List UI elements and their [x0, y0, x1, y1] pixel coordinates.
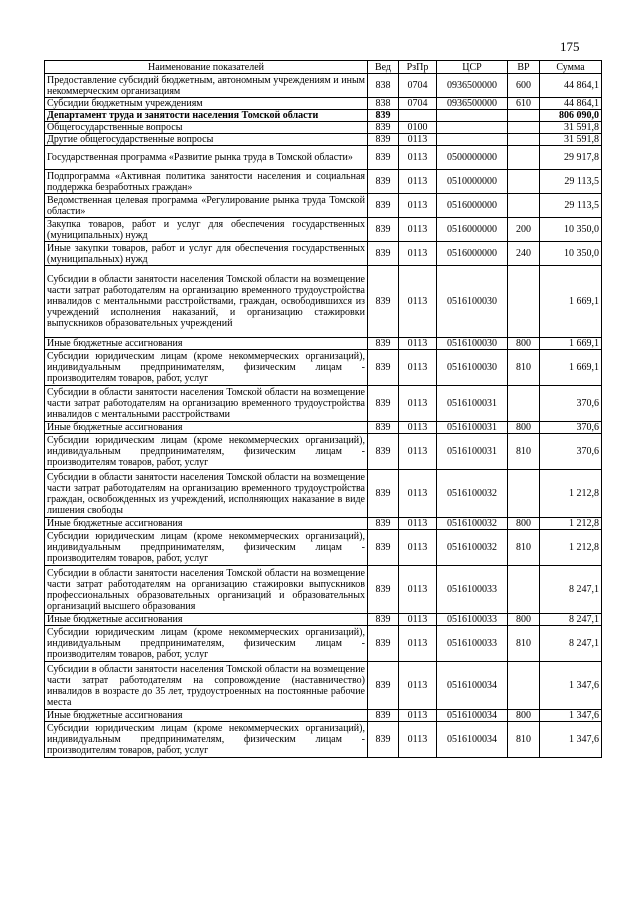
cell-name: Подпрограмма «Активная политика занятости населения и социальная поддержка безработных граждан» [45, 170, 368, 194]
cell-ved: 839 [368, 350, 399, 386]
table-row [45, 146, 602, 170]
cell-ved: 839 [368, 194, 399, 218]
cell-sum: 370,6 [540, 434, 602, 470]
cell-rzpr: 0100 [399, 122, 437, 134]
table-header-row [45, 61, 602, 74]
cell-vr [508, 266, 540, 338]
cell-sum: 1 212,8 [540, 530, 602, 566]
cell-name: Субсидии в области занятости населения Томской области на возмещение части затрат работодателям на сопровождение (наставничество) инвалидов в возрасте до 35 лет, трудоустроенных на постоянные рабочие места [45, 662, 368, 710]
cell-vr: 600 [508, 74, 540, 98]
cell-rzpr: 0113 [399, 518, 437, 530]
cell-sum: 1 347,6 [540, 662, 602, 710]
cell-rzpr: 0113 [399, 350, 437, 386]
cell-vr [508, 134, 540, 146]
table-row [45, 122, 602, 134]
header-sum: Сумма [540, 61, 602, 74]
cell-rzpr: 0113 [399, 662, 437, 710]
cell-rzpr: 0113 [399, 434, 437, 470]
cell-ved: 839 [368, 122, 399, 134]
cell-sum: 31 591,8 [540, 122, 602, 134]
cell-sum: 8 247,1 [540, 614, 602, 626]
cell-rzpr: 0113 [399, 470, 437, 518]
cell-rzpr: 0113 [399, 566, 437, 614]
table-body [45, 74, 602, 758]
cell-rzpr: 0113 [399, 242, 437, 266]
cell-vr: 610 [508, 98, 540, 110]
cell-sum: 370,6 [540, 386, 602, 422]
table-row [45, 470, 602, 518]
cell-csr: 0516000000 [437, 194, 508, 218]
cell-rzpr: 0113 [399, 722, 437, 758]
cell-rzpr: 0113 [399, 170, 437, 194]
cell-sum: 44 864,1 [540, 98, 602, 110]
cell-sum: 8 247,1 [540, 566, 602, 614]
cell-sum: 1 347,6 [540, 710, 602, 722]
cell-ved: 839 [368, 242, 399, 266]
cell-ved: 839 [368, 626, 399, 662]
header-name: Наименование показателей [45, 61, 368, 74]
header-ved: Вед [368, 61, 399, 74]
table-row [45, 626, 602, 662]
cell-ved: 839 [368, 110, 399, 122]
cell-name: Субсидии юридическим лицам (кроме некоммерческих организаций), индивидуальным предпринимателям, физическим лицам - производителям товаров, работ, услуг [45, 530, 368, 566]
cell-ved: 839 [368, 722, 399, 758]
cell-rzpr: 0113 [399, 194, 437, 218]
cell-sum: 10 350,0 [540, 218, 602, 242]
cell-rzpr: 0704 [399, 74, 437, 98]
cell-csr: 0516100032 [437, 530, 508, 566]
cell-rzpr: 0113 [399, 530, 437, 566]
cell-rzpr: 0113 [399, 422, 437, 434]
cell-rzpr [399, 110, 437, 122]
table-row [45, 518, 602, 530]
table-row [45, 338, 602, 350]
cell-ved: 839 [368, 266, 399, 338]
cell-vr [508, 146, 540, 170]
cell-csr: 0936500000 [437, 74, 508, 98]
cell-sum: 806 090,0 [540, 110, 602, 122]
cell-rzpr: 0113 [399, 386, 437, 422]
cell-name: Субсидии в области занятости населения Томской области на возмещение части затрат работодателям на организацию временного трудоустройства инвалидов с ментальными расстройствами [45, 386, 368, 422]
cell-vr: 810 [508, 530, 540, 566]
cell-csr: 0516100033 [437, 566, 508, 614]
cell-sum: 1 669,1 [540, 266, 602, 338]
cell-ved: 839 [368, 662, 399, 710]
cell-name: Субсидии юридическим лицам (кроме некоммерческих организаций), индивидуальным предпринимателям, физическим лицам - производителям товаров, работ, услуг [45, 350, 368, 386]
cell-sum: 1 212,8 [540, 470, 602, 518]
cell-rzpr: 0113 [399, 218, 437, 242]
cell-rzpr: 0113 [399, 134, 437, 146]
cell-csr: 0936500000 [437, 98, 508, 110]
cell-sum: 31 591,8 [540, 134, 602, 146]
cell-sum: 1 347,6 [540, 722, 602, 758]
cell-ved: 839 [368, 518, 399, 530]
cell-ved: 839 [368, 710, 399, 722]
cell-ved: 838 [368, 98, 399, 110]
cell-vr: 810 [508, 626, 540, 662]
cell-vr: 800 [508, 422, 540, 434]
cell-ved: 839 [368, 146, 399, 170]
cell-rzpr: 0113 [399, 266, 437, 338]
cell-sum: 1 669,1 [540, 338, 602, 350]
cell-vr [508, 122, 540, 134]
cell-csr: 0516100034 [437, 722, 508, 758]
table-row [45, 218, 602, 242]
header-rzpr: РзПр [399, 61, 437, 74]
table-row [45, 422, 602, 434]
cell-csr [437, 122, 508, 134]
cell-rzpr: 0113 [399, 614, 437, 626]
table-row [45, 242, 602, 266]
cell-name: Субсидии в области занятости населения Томской области на возмещение части затрат работодателям на организацию временного трудоустройства граждан, освобожденных из учреждений, исполняющих наказание в виде лишения свободы [45, 470, 368, 518]
cell-ved: 839 [368, 170, 399, 194]
cell-rzpr: 0704 [399, 98, 437, 110]
cell-name: Иные бюджетные ассигнования [45, 422, 368, 434]
cell-csr: 0516100030 [437, 338, 508, 350]
cell-ved: 839 [368, 134, 399, 146]
cell-sum: 44 864,1 [540, 74, 602, 98]
cell-name: Субсидии юридическим лицам (кроме некоммерческих организаций), индивидуальным предпринимателям, физическим лицам - производителям товаров, работ, услуг [45, 722, 368, 758]
cell-rzpr: 0113 [399, 338, 437, 350]
cell-csr: 0510000000 [437, 170, 508, 194]
cell-ved: 839 [368, 386, 399, 422]
table-row [45, 662, 602, 710]
cell-name: Субсидии в области занятости населения Томской области на возмещение части затрат работодателям на организацию стажировки выпускников профессиональных образовательных организаций и образовательных организаций высшего образования [45, 566, 368, 614]
header-vr: ВР [508, 61, 540, 74]
cell-name: Иные бюджетные ассигнования [45, 614, 368, 626]
cell-name: Закупка товаров, работ и услуг для обеспечения государственных (муниципальных) нужд [45, 218, 368, 242]
table-row [45, 134, 602, 146]
cell-csr [437, 134, 508, 146]
budget-table [44, 60, 602, 758]
cell-ved: 839 [368, 218, 399, 242]
table-row [45, 710, 602, 722]
cell-csr: 0516100032 [437, 470, 508, 518]
cell-vr: 200 [508, 218, 540, 242]
cell-csr: 0516100031 [437, 422, 508, 434]
cell-sum: 1 212,8 [540, 518, 602, 530]
cell-name: Иные бюджетные ассигнования [45, 518, 368, 530]
cell-vr: 810 [508, 434, 540, 470]
cell-csr: 0516100031 [437, 386, 508, 422]
cell-name: Субсидии юридическим лицам (кроме некоммерческих организаций), индивидуальным предпринимателям, физическим лицам - производителям товаров, работ, услуг [45, 626, 368, 662]
cell-csr: 0516100033 [437, 614, 508, 626]
cell-rzpr: 0113 [399, 626, 437, 662]
cell-ved: 838 [368, 74, 399, 98]
cell-name: Департамент труда и занятости населения Томской области [45, 110, 368, 122]
cell-rzpr: 0113 [399, 146, 437, 170]
cell-vr [508, 662, 540, 710]
cell-ved: 839 [368, 434, 399, 470]
table-row [45, 614, 602, 626]
table-row [45, 98, 602, 110]
table-row [45, 722, 602, 758]
cell-vr: 800 [508, 710, 540, 722]
cell-vr: 240 [508, 242, 540, 266]
table-row [45, 386, 602, 422]
cell-ved: 839 [368, 470, 399, 518]
cell-csr: 0516100030 [437, 266, 508, 338]
cell-sum: 370,6 [540, 422, 602, 434]
cell-csr: 0516100032 [437, 518, 508, 530]
cell-vr: 810 [508, 350, 540, 386]
cell-csr: 0500000000 [437, 146, 508, 170]
cell-vr [508, 110, 540, 122]
table-row [45, 350, 602, 386]
cell-csr: 0516000000 [437, 242, 508, 266]
cell-sum: 29 113,5 [540, 170, 602, 194]
cell-vr [508, 194, 540, 218]
cell-sum: 10 350,0 [540, 242, 602, 266]
cell-name: Другие общегосударственные вопросы [45, 134, 368, 146]
cell-vr [508, 566, 540, 614]
table-row [45, 530, 602, 566]
cell-name: Иные закупки товаров, работ и услуг для обеспечения государственных (муниципальных) нужд [45, 242, 368, 266]
cell-csr: 0516100031 [437, 434, 508, 470]
cell-name: Субсидии юридическим лицам (кроме некоммерческих организаций), индивидуальным предпринимателям, физическим лицам - производителям товаров, работ, услуг [45, 434, 368, 470]
table-row [45, 266, 602, 338]
cell-name: Ведомственная целевая программа «Регулирование рынка труда Томской области» [45, 194, 368, 218]
cell-sum: 8 247,1 [540, 626, 602, 662]
cell-name: Предоставление субсидий бюджетным, автономным учреждениям и иным некоммерческим организациям [45, 74, 368, 98]
cell-ved: 839 [368, 614, 399, 626]
cell-csr [437, 110, 508, 122]
cell-csr: 0516100030 [437, 350, 508, 386]
cell-vr [508, 170, 540, 194]
table-row [45, 74, 602, 98]
table-row [45, 194, 602, 218]
cell-rzpr: 0113 [399, 710, 437, 722]
cell-csr: 0516100034 [437, 662, 508, 710]
table-row [45, 434, 602, 470]
page-number: 175 [560, 39, 580, 54]
table-row [45, 566, 602, 614]
cell-sum: 29 113,5 [540, 194, 602, 218]
cell-sum: 29 917,8 [540, 146, 602, 170]
cell-ved: 839 [368, 566, 399, 614]
cell-vr [508, 386, 540, 422]
cell-name: Иные бюджетные ассигнования [45, 710, 368, 722]
cell-vr: 800 [508, 518, 540, 530]
cell-name: Государственная программа «Развитие рынка труда в Томской области» [45, 146, 368, 170]
cell-name: Субсидии бюджетным учреждениям [45, 98, 368, 110]
cell-sum: 1 669,1 [540, 350, 602, 386]
table-row [45, 110, 602, 122]
cell-vr: 810 [508, 722, 540, 758]
cell-name: Субсидии в области занятости населения Томской области на возмещение части затрат работодателям на организацию временного трудоустройства инвалидов с ментальными расстройствами, граждан, освободившихся из учреждений исполнения наказаний, и организацию стажировки выпускников образовательных учреждений [45, 266, 368, 338]
cell-ved: 839 [368, 338, 399, 350]
table-row [45, 170, 602, 194]
cell-ved: 839 [368, 422, 399, 434]
cell-csr: 0516000000 [437, 218, 508, 242]
cell-vr [508, 470, 540, 518]
cell-vr: 800 [508, 338, 540, 350]
cell-ved: 839 [368, 530, 399, 566]
cell-csr: 0516100034 [437, 710, 508, 722]
cell-name: Иные бюджетные ассигнования [45, 338, 368, 350]
cell-csr: 0516100033 [437, 626, 508, 662]
header-csr: ЦСР [437, 61, 508, 74]
cell-vr: 800 [508, 614, 540, 626]
cell-name: Общегосударственные вопросы [45, 122, 368, 134]
